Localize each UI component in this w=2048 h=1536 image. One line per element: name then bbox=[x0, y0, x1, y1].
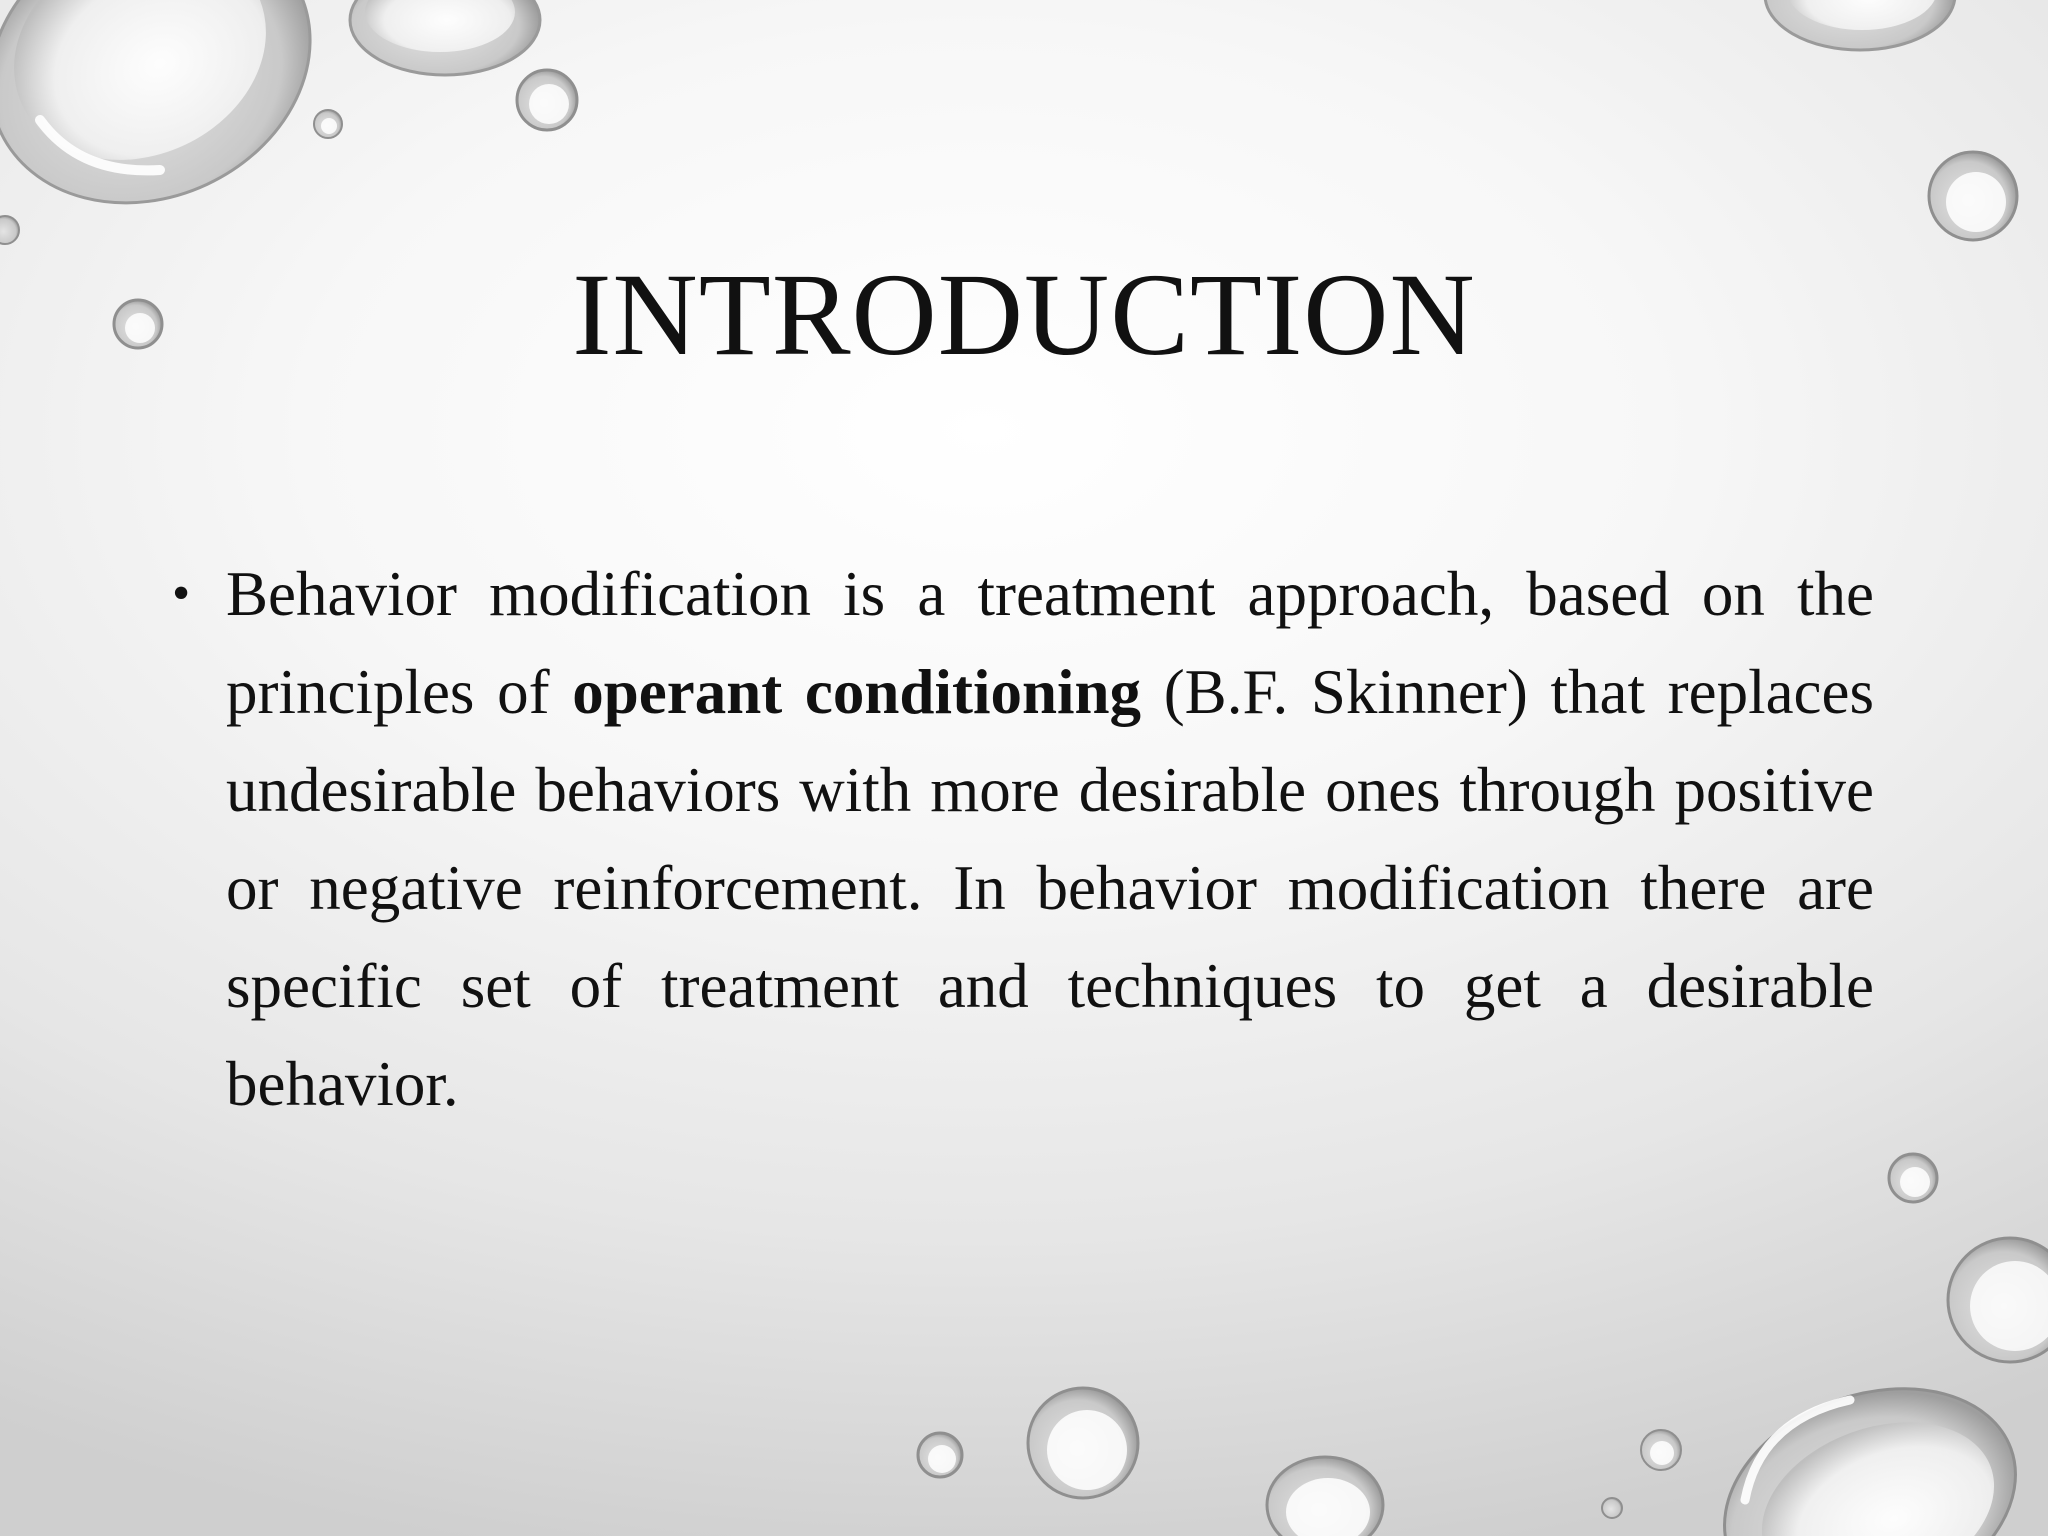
drop-bottom-right-small-2 bbox=[1602, 1498, 1622, 1518]
slide-title: INTRODUCTION bbox=[572, 249, 1476, 380]
drop-bottom-center-wide bbox=[1267, 1457, 1383, 1536]
bullet-item bbox=[168, 545, 1874, 1133]
drop-bottom-right-large bbox=[1693, 1350, 2047, 1536]
bullet-list bbox=[168, 545, 1874, 1133]
drop-top-center bbox=[350, 0, 540, 75]
bullet-dot-icon: • bbox=[172, 565, 191, 622]
bullet-text-bold: operant conditioning bbox=[572, 657, 1142, 727]
bullet-text-end: (B.F. Skinner) that replaces undesirable behaviors with more desirable ones through positive or negative reinforcement. In behavior modification there are specific set of treatment and techniques to get a desirable behavior. bbox=[226, 657, 1874, 1119]
drop-right-lower-small bbox=[1889, 1154, 1937, 1202]
drop-right-lower-medium bbox=[1948, 1238, 2048, 1362]
drop-bottom-right-small-1 bbox=[1641, 1430, 1681, 1470]
drop-bottom-center-large bbox=[1028, 1388, 1138, 1498]
drop-bottom-center-small bbox=[918, 1433, 962, 1477]
drop-small-2 bbox=[314, 110, 342, 138]
drop-small-1 bbox=[517, 70, 577, 130]
drop-right-upper bbox=[1929, 152, 2017, 240]
bullet-text-start: Behavior modification is a treatment approach, based on the principles of bbox=[226, 559, 1874, 727]
drop-top-left-large bbox=[0, 0, 357, 254]
drop-top-right bbox=[1765, 0, 1955, 50]
